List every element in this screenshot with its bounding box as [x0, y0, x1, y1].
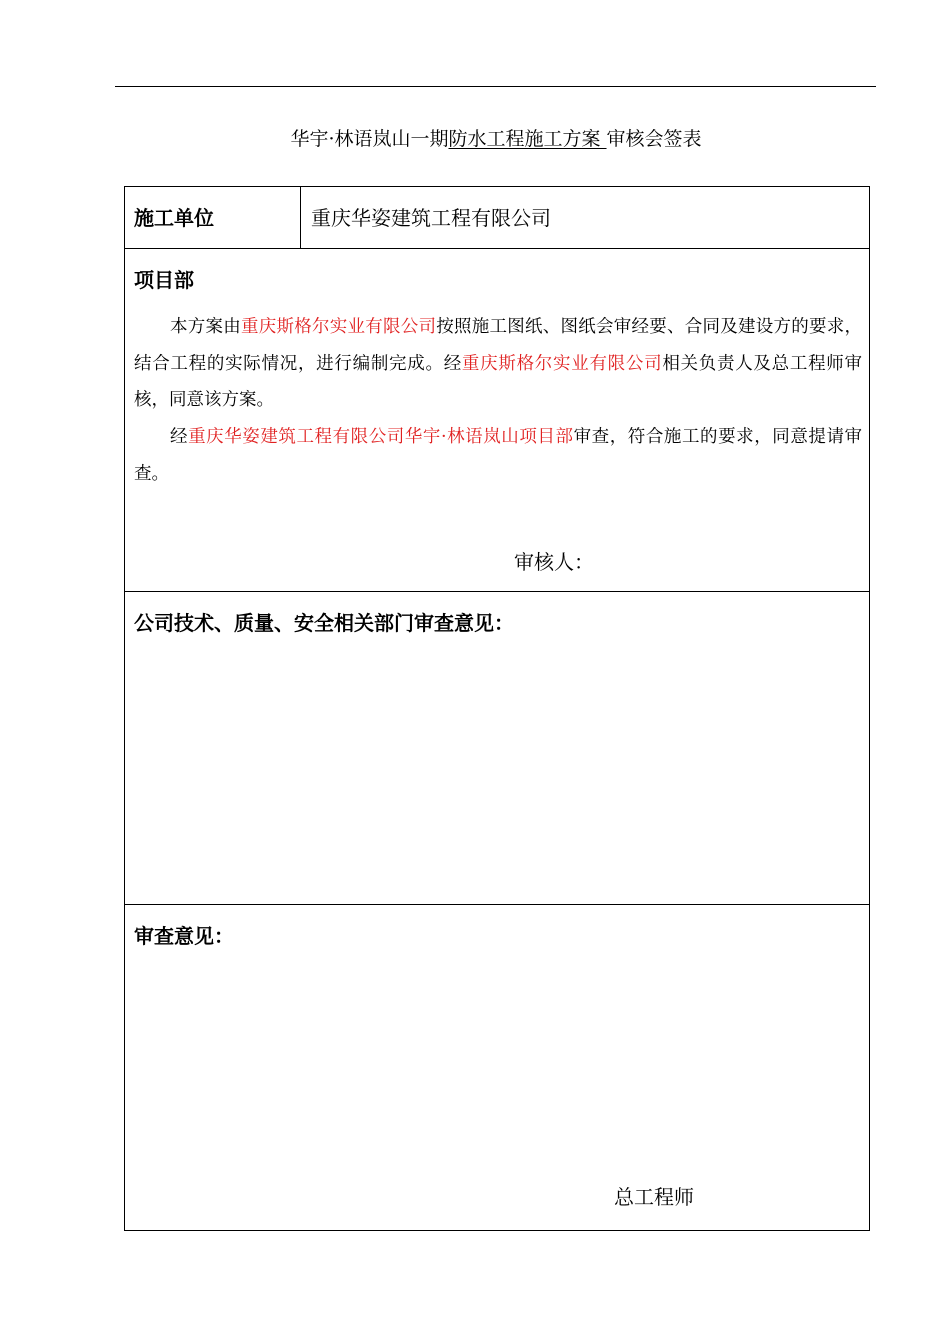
chief-engineer-label: 总工程师: [614, 1185, 694, 1209]
construction-unit-label-cell: [125, 187, 301, 249]
p1-text-3: 相关负责人及总工程师审核，同意该方案。: [134, 353, 863, 410]
final-review-title: 审查意见：: [134, 924, 234, 948]
project-paragraph-1: [134, 309, 862, 419]
signoff-form-table: [124, 186, 870, 1231]
construction-unit-row: [125, 187, 869, 249]
project-department-section: [125, 248, 869, 591]
p1-text-2: 按照施工图纸、图纸会审经要、合同及建设方的要求，结合工程的实际情况，进行编制完成。经: [134, 317, 862, 374]
title-prefix: 华宇·林语岚山一期: [290, 128, 449, 150]
department-review-section: [125, 591, 869, 904]
department-review-title: 公司技术、质量、安全相关部门审查意见：: [134, 611, 514, 635]
p2-highlight-department: 重庆华姿建筑工程有限公司华宇·林语岚山项目部: [188, 427, 574, 447]
title-plan-name: 防水工程施工方案: [448, 128, 607, 150]
construction-unit-label: 施工单位: [134, 206, 214, 230]
final-review-section: [125, 904, 869, 1230]
reviewer-signature-label: 审核人：: [514, 550, 594, 574]
header-rule: [115, 86, 876, 87]
p2-text-2: 审查，符合施工的要求，同意提请审查。: [134, 427, 863, 484]
project-department-title: 项目部: [134, 268, 194, 292]
p1-text-1: 本方案由: [170, 317, 241, 337]
p1-highlight-company-1: 重庆斯格尔实业有限公司: [241, 317, 437, 337]
p1-highlight-company-2: 重庆斯格尔实业有限公司: [461, 353, 663, 374]
document-title: [0, 124, 950, 151]
construction-unit-value: 重庆华姿建筑工程有限公司: [311, 206, 551, 230]
p2-text-1: 经: [170, 427, 189, 447]
project-paragraph-2: [134, 419, 862, 492]
title-suffix: 审核会签表: [606, 128, 702, 150]
